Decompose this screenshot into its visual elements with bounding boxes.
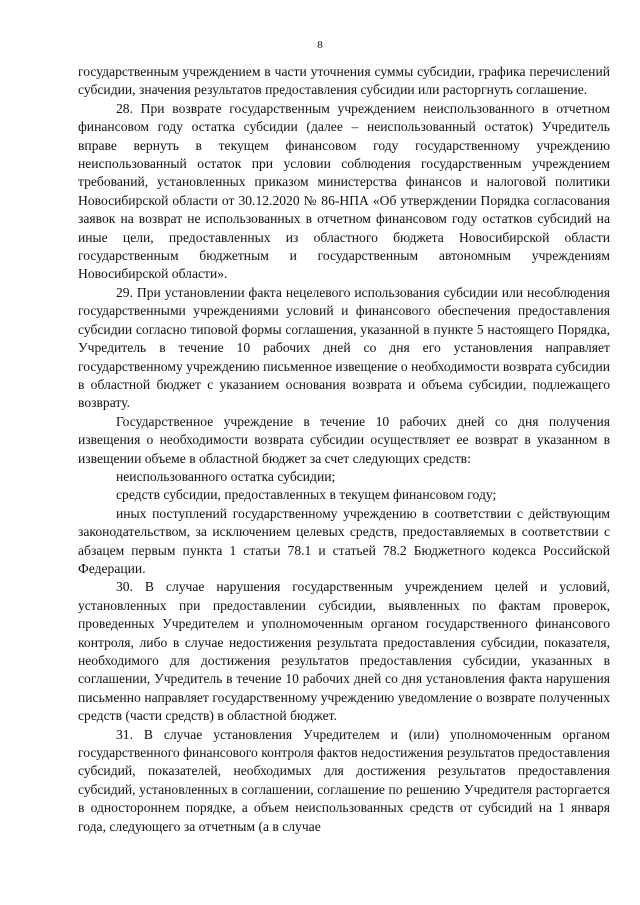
paragraph-28: 28. При возврате государственным учреждением неиспользованного в отчетном финансовом году остатка субсидии (далее – неиспользованный остаток) Учредитель вправе вернуть в текущем финансовом году государственному учреждению неиспользованный остаток при условии соблюдения государственным учреждением требований, установленных приказом министерства финансов и налоговой политики Новосибирской области от 30.12.2020 № 86-НПА «Об утверждении Порядка согласования заявок на возврат не использованных в отчетном финансовом году остатков субсидий на иные цели, предоставленных из областного бюджета Новосибирской области государственным бюджетным и государственным автономным учреждениям Новосибирской области». — [78, 100, 610, 282]
paragraph-29: 29. При установлении факта нецелевого использования субсидии или несоблюдения государственными учреждениями условий и финансового обеспечения предоставления субсидии согласно типовой формы соглашения, указанной в пункте 5 настоящего Порядка, Учредитель в течение 10 рабочих дней со дня его установления направляет государственному учреждению письменное извещение о необходимости возврата субсидии в областной бюджет с указанием основания возврата и объема субсидии, подлежащего возврату. — [78, 284, 610, 411]
paragraph-29-source-unused-balance: неиспользованного остатка субсидии; — [116, 468, 336, 484]
paragraph-29-source-current-year: средств субсидии, предоставленных в текущем финансовом году; — [116, 487, 497, 503]
paragraph-31: 31. В случае установления Учредителем и (или) уполномоченным органом государственного финансового контроля фактов недостижения результатов предоставления субсидий, показателей, необходимых для достижения результатов предоставления субсидий, установленных в соглашении, соглашение по решению Учредителя расторгается в одностороннем порядке, а объем неиспользованных средств от субсидий на 1 января года, следующего за отчетным (а в случае — [78, 726, 610, 834]
page-number: 8 — [317, 39, 323, 51]
paragraph-continuation: государственным учреждением в части уточнения суммы субсидии, графика перечислений субсидии, значения результатов предоставления субсидии или расторгнуть соглашение. — [78, 64, 610, 98]
paragraph-29-return-terms: Государственное учреждение в течение 10 рабочих дней со дня получения извещения о необходимости возврата субсидии осуществляет ее возврат в указанном в извещении объеме в областной бюджет за счет следующих средств: — [78, 413, 610, 466]
document-body — [78, 63, 610, 836]
paragraph-29-source-other-receipts: иных поступлений государственному учреждению в соответствии с действующим законодательством, за исключением целевых средств, предоставляемых в соответствии с абзацем первым пункта 1 статьи 78.1 и статьей 78.2 Бюджетного кодекса Российской Федерации. — [78, 505, 610, 576]
paragraph-30: 30. В случае нарушения государственным учреждением целей и условий, установленных при предоставлении субсидии, выявленных по фактам проверок, проведенных Учредителем и уполномоченным органом государственного финансового контроля, либо в случае недостижения результата предоставления субсидии, показателя, необходимого для достижения результатов предоставления субсидии, указанных в соглашении, Учредитель в течение 10 рабочих дней со дня установления факта нарушения письменно направляет государственному учреждению уведомление о возврате полученных средств (части средств) в областной бюджет. — [78, 579, 610, 724]
